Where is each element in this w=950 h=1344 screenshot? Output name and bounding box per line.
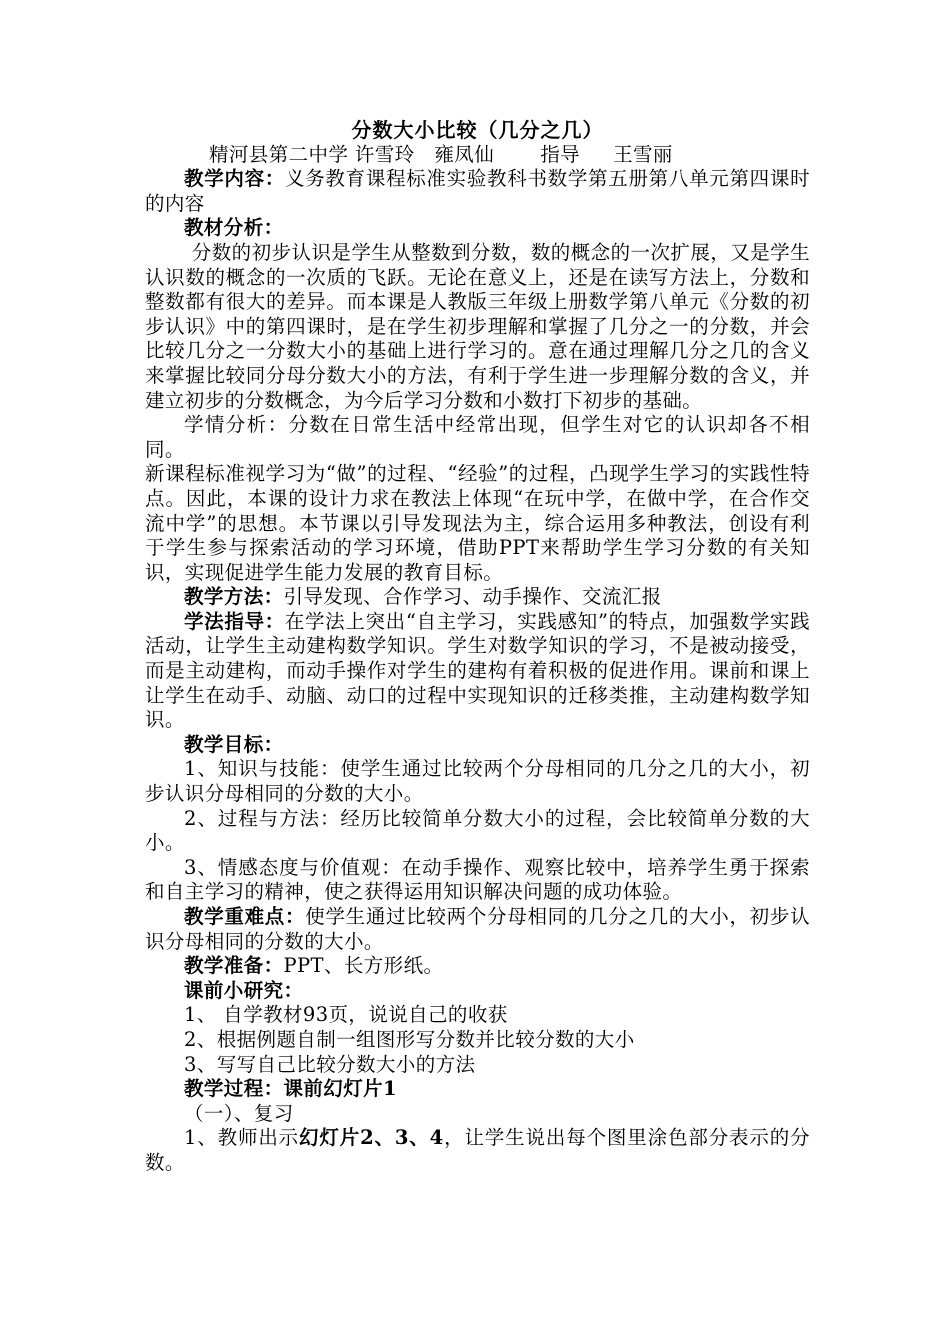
byline: 精河县第二中学 许雪玲 雍凤仙 指导 王雪丽 bbox=[209, 142, 673, 166]
teaching-prep-label: 教学准备： bbox=[184, 954, 284, 978]
key-points-label: 教学重难点： bbox=[184, 905, 306, 928]
teaching-content bbox=[145, 167, 810, 216]
research-item: 2、根据例题自制一组图形写分数并比较分数的大小 bbox=[184, 1027, 635, 1051]
teaching-content-text: 义务教育课程标准实验教科书数学第五册第八单元第四课时的内容 bbox=[145, 167, 810, 215]
goal-item: 3、情感态度与价值观：在动手操作、观察比较中，培养学生勇于探索和自主学习的精神，使之获得运用知识解决问题的成功体验。 bbox=[145, 855, 810, 904]
teaching-content-label: 教学内容： bbox=[184, 167, 286, 191]
goal-item: 2、过程与方法：经历比较简单分数大小的过程，会比较简单分数的大小。 bbox=[145, 806, 810, 855]
review-section-heading: （一）、复习 bbox=[184, 1101, 294, 1125]
teaching-process-label: 教学过程：课前幻灯片1 bbox=[184, 1077, 397, 1101]
review-step-suffix: ，让学生说出每个图里涂色部分表示的分数。 bbox=[145, 1126, 811, 1174]
teaching-method bbox=[145, 585, 810, 610]
teaching-prep-text: PPT、长方形纸。 bbox=[283, 954, 444, 978]
student-analysis: 学情分析：分数在日常生活中经常出现，但学生对它的认识却各不相同。 bbox=[145, 413, 810, 461]
teaching-method-text: 引导发现、合作学习、动手操作、交流汇报 bbox=[283, 585, 662, 609]
student-analysis-continued: 新课程标准视学习为“做”的过程、“经验”的过程，凸现学生学习的实践性特点。因此，本课的设计力求在教法上体现“在玩中学，在做中学，在合作交流中学”的思想。本节课以引导发现法为主，综合运用多种教法，创设有利于学生参与探索活动的学习环境，借助PPT来帮助学生学习分数的有关知识，实现促进学生能力发展的教育目标。 bbox=[145, 462, 810, 584]
teaching-prep bbox=[145, 954, 810, 979]
document-page bbox=[145, 118, 810, 1176]
review-step-slides: 幻灯片2、3、4 bbox=[299, 1126, 444, 1150]
pre-class-research-label: 课前小研究： bbox=[184, 978, 304, 1002]
goal-item: 1、知识与技能：使学生通过比较两个分母相同的几分之几的大小，初步认识分母相同的分数的大小。 bbox=[145, 757, 810, 806]
study-guide-label: 学法指导： bbox=[184, 609, 285, 633]
pre-class-research-heading bbox=[145, 979, 810, 1004]
research-item: 1、 自学教材93页，说说自己的收获 bbox=[184, 1003, 508, 1027]
study-guide-text: 在学法上突出“自主学习，实践感知”的特点，加强数学实践活动，让学生主动建构数学知识。学生对数学知识的学习，不是被动接受，而是主动建构，而动手操作对学生的建构有着积极的促进作用。课前和课上让学生在动手、动脑、动口的过程中实现知识的迁移类推，主动建构数学知识。 bbox=[145, 609, 810, 732]
teaching-method-label: 教学方法： bbox=[184, 585, 284, 609]
review-step bbox=[145, 1126, 810, 1175]
teaching-goals-heading bbox=[145, 733, 810, 758]
teaching-process-heading bbox=[145, 1077, 810, 1102]
review-step-prefix: 1、教师出示 bbox=[184, 1126, 300, 1150]
teaching-goals-label: 教学目标： bbox=[184, 732, 284, 756]
study-guide bbox=[145, 610, 810, 733]
material-analysis-text: 分数的初步认识是学生从整数到分数，数的概念的一次扩展，又是学生认识数的概念的一次质的飞跃。无论在意义上，还是在读写方法上，分数和整数都有很大的差异。而本课是人教版三年级上册数学第八单元《分数的初步认识》中的第四课时，是在学生初步理解和掌握了几分之一的分数，并会比较几分之一分数大小的基础上进行学习的。意在通过理解几分之几的含义来掌握比较同分母分数大小的方法，有利于学生进一步理解分数的含义，并建立初步的分数概念，为今后学习分数和小数打下初步的基础。 bbox=[145, 240, 810, 412]
material-analysis-heading bbox=[145, 216, 810, 241]
key-points-text: 使学生通过比较两个分母相同的几分之几的大小，初步认识分母相同的分数的大小。 bbox=[145, 905, 810, 953]
material-analysis-label: 教材分析： bbox=[184, 216, 284, 240]
key-points bbox=[145, 905, 810, 954]
research-item: 3、写写自己比较分数大小的方法 bbox=[184, 1052, 476, 1076]
document-title: 分数大小比较（几分之几） bbox=[351, 118, 604, 142]
